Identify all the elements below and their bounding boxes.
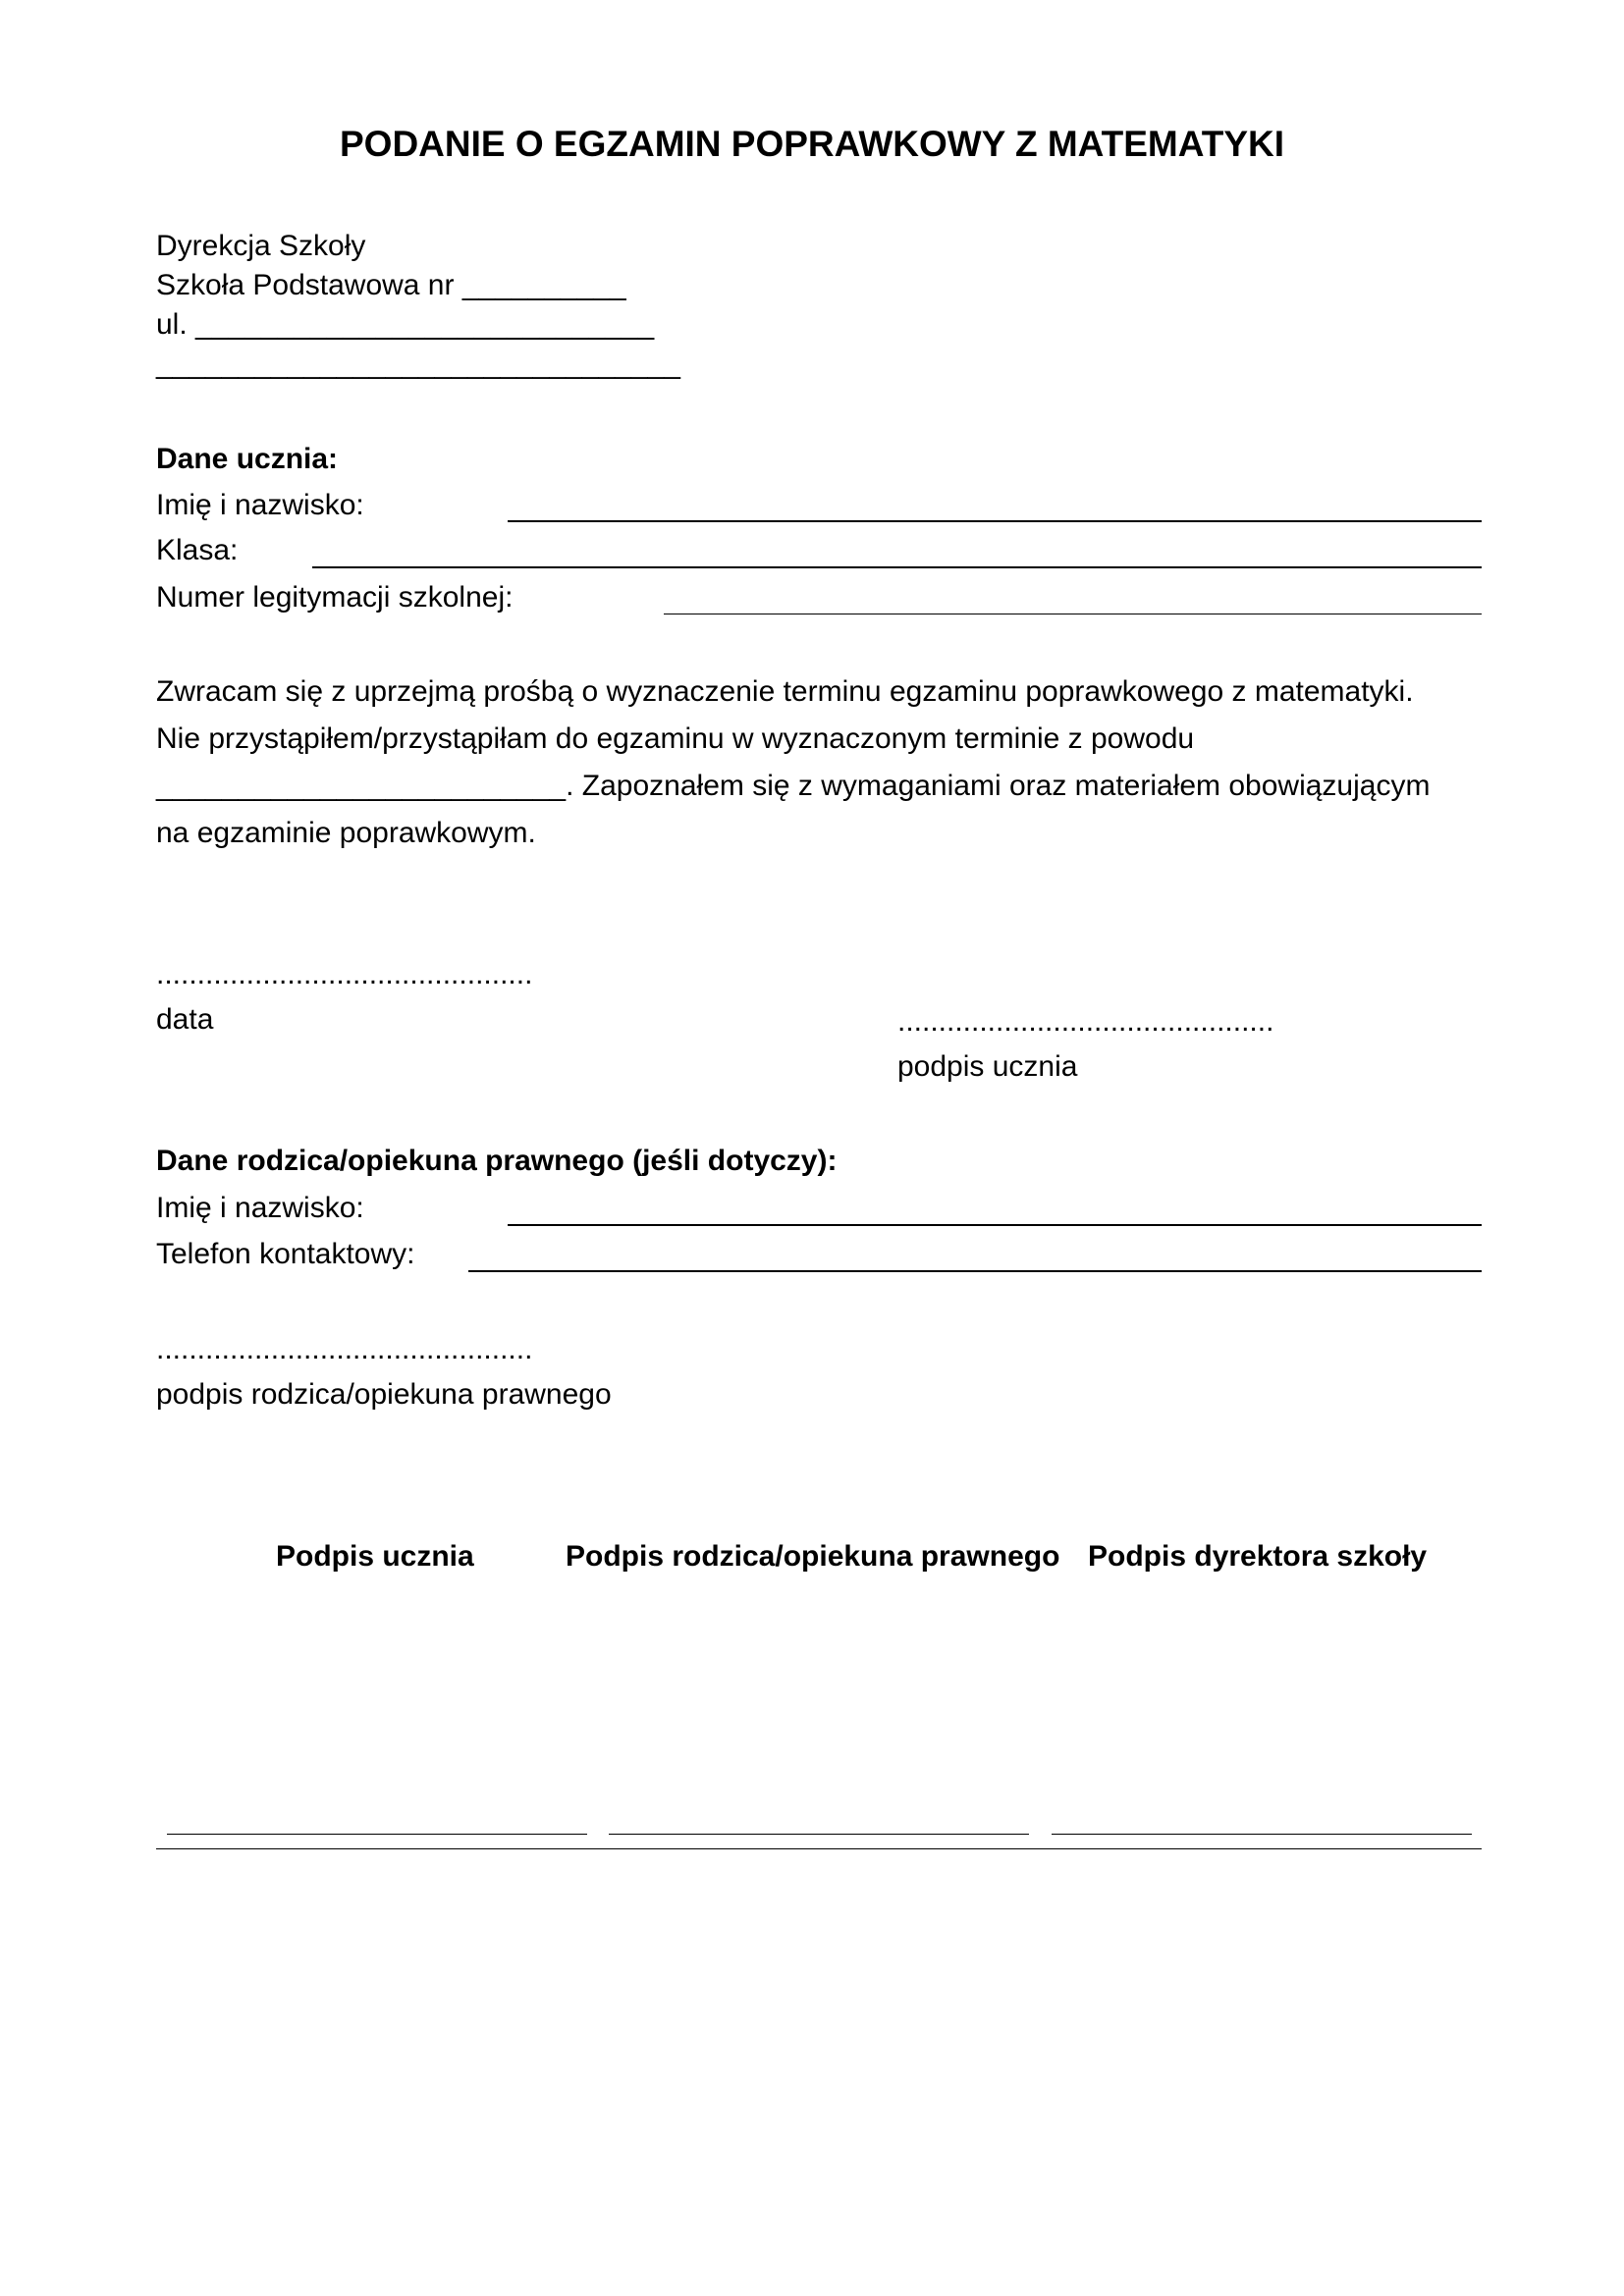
parent-signature-dots[interactable]: .............................................. xyxy=(156,1333,533,1365)
signature-line-parent[interactable] xyxy=(609,1834,1029,1835)
student-name-label: Imię i nazwisko: xyxy=(156,489,364,521)
signature-table-col-student: Podpis ucznia xyxy=(276,1540,474,1573)
parent-signature-label: podpis rodzica/opiekuna prawnego xyxy=(156,1378,612,1411)
student-id-label: Numer legitymacji szkolnej: xyxy=(156,581,514,614)
student-signature-label: podpis ucznia xyxy=(897,1050,1078,1083)
address-line-3: ul. ____________________________ xyxy=(156,308,655,341)
parent-heading: Dane rodzica/opiekuna prawnego (jeśli dotyczy): xyxy=(156,1145,838,1177)
body-line-4: na egzaminie poprawkowym. xyxy=(156,817,536,849)
student-class-field[interactable] xyxy=(312,566,1482,568)
signature-line-director[interactable] xyxy=(1052,1834,1472,1835)
parent-name-field[interactable] xyxy=(508,1224,1482,1226)
student-signature-dots[interactable]: .............................................. xyxy=(897,1005,1274,1038)
signature-line-student[interactable] xyxy=(167,1834,587,1835)
parent-phone-label: Telefon kontaktowy: xyxy=(156,1238,415,1270)
date-dots[interactable]: .............................................. xyxy=(156,958,533,990)
body-line-1: Zwracam się z uprzejmą prośbą o wyznaczenie terminu egzaminu poprawkowego z matematyki. xyxy=(156,675,1414,708)
body-line-3: _________________________. Zapoznałem się z wymaganiami oraz materiałem obowiązującym xyxy=(156,770,1431,802)
page-title: PODANIE O EGZAMIN POPRAWKOWY Z MATEMATYKI xyxy=(340,124,1284,164)
address-line-4: ________________________________ xyxy=(156,347,680,380)
student-heading: Dane ucznia: xyxy=(156,443,339,475)
parent-name-label: Imię i nazwisko: xyxy=(156,1192,364,1224)
body-line-2: Nie przystąpiłem/przystąpiłam do egzaminu w wyznaczonym terminie z powodu xyxy=(156,722,1195,755)
signature-table-col-parent: Podpis rodzica/opiekuna prawnego xyxy=(566,1540,1060,1573)
signature-table-bottom-rule xyxy=(156,1848,1482,1849)
student-class-label: Klasa: xyxy=(156,534,239,566)
date-label: data xyxy=(156,1003,214,1036)
parent-phone-field[interactable] xyxy=(468,1270,1482,1272)
address-line-1: Dyrekcja Szkoły xyxy=(156,230,366,262)
student-name-field[interactable] xyxy=(508,520,1482,522)
address-line-2: Szkoła Podstawowa nr __________ xyxy=(156,269,626,301)
signature-table-col-director: Podpis dyrektora szkoły xyxy=(1088,1540,1428,1573)
